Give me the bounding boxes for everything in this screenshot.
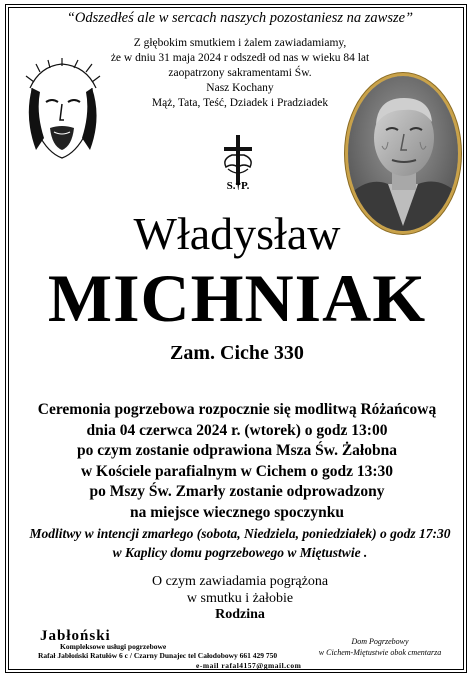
intro-line-3: zaopatrzony sakramentami Św. <box>168 67 312 79</box>
ceremony-line: dnia 04 czerwca 2024 r. (wtorek) o godz 13:00 <box>86 421 388 439</box>
intro-line-1: Z głębokim smutkiem i żalem zawiadamiamy, <box>133 37 347 49</box>
intro-line-4: Nasz Kochany <box>206 82 274 94</box>
funeral-home-email: e-mail rafal4157@gmail.com <box>196 661 302 670</box>
announce-family: Rodzina <box>215 607 265 622</box>
deceased-last-name: MICHNIAK <box>47 260 427 336</box>
funeral-home-logo: Jabłoński <box>40 628 111 644</box>
funeral-home-address: Rafał Jabłoński Ratułów 6 c / Czarny Dunajec tel Całodobowy 661 429 750 <box>38 651 278 660</box>
prayer-details <box>10 524 470 562</box>
funeral-home-tagline: Kompleksowe usługi pogrzebowe <box>60 642 167 651</box>
family-announcement <box>60 574 420 624</box>
intro-line-5: Mąż, Tata, Teść, Dziadek i Pradziadek <box>151 97 329 109</box>
prayer-line: w Kaplicy domu pogrzebowego w Miętustwie . <box>112 545 368 560</box>
ceremony-line: w Kościele parafialnym w Cichem o godz 13:30 <box>80 462 394 480</box>
prayer-line: Modlitwy w intencji zmarłego (sobota, Niedziela, poniedziałek) o godz 17:30 <box>29 526 451 541</box>
announce-line-1: O czym zawiadamia pogrążona <box>151 574 329 589</box>
ceremony-line: po Mszy Św. Zmarły zostanie odprowadzony <box>89 483 385 500</box>
jesus-face-illustration <box>20 58 105 163</box>
intro-line-2: że w dniu 31 maja 2024 r odszedł od nas w wieku 84 lat <box>110 52 370 64</box>
ceremony-details <box>10 400 464 523</box>
motto-quote: “Odszedłeś ale w sercach naszych pozostaniesz na zawsze” <box>66 10 414 26</box>
deceased-first-name: Władysław <box>133 208 341 259</box>
funeral-home-location <box>300 636 460 658</box>
location-line-2: w Cichem-Miętustwie obok cmentarza <box>318 648 442 657</box>
ceremony-line: Ceremonia pogrzebowa rozpocznie się modlitwą Różańcową <box>37 401 437 418</box>
deceased-address: Zam. Ciche 330 <box>170 342 304 364</box>
location-line-1: Dom Pogrzebowy <box>351 637 409 646</box>
ceremony-line: po czym zostanie odprawiona Msza Św. Żałobna <box>77 442 397 459</box>
announce-line-2: w smutku i żałobie <box>186 590 294 606</box>
ceremony-line: na miejsce wiecznego spoczynku <box>130 503 344 521</box>
cross-initials: S.†P. <box>226 180 250 192</box>
